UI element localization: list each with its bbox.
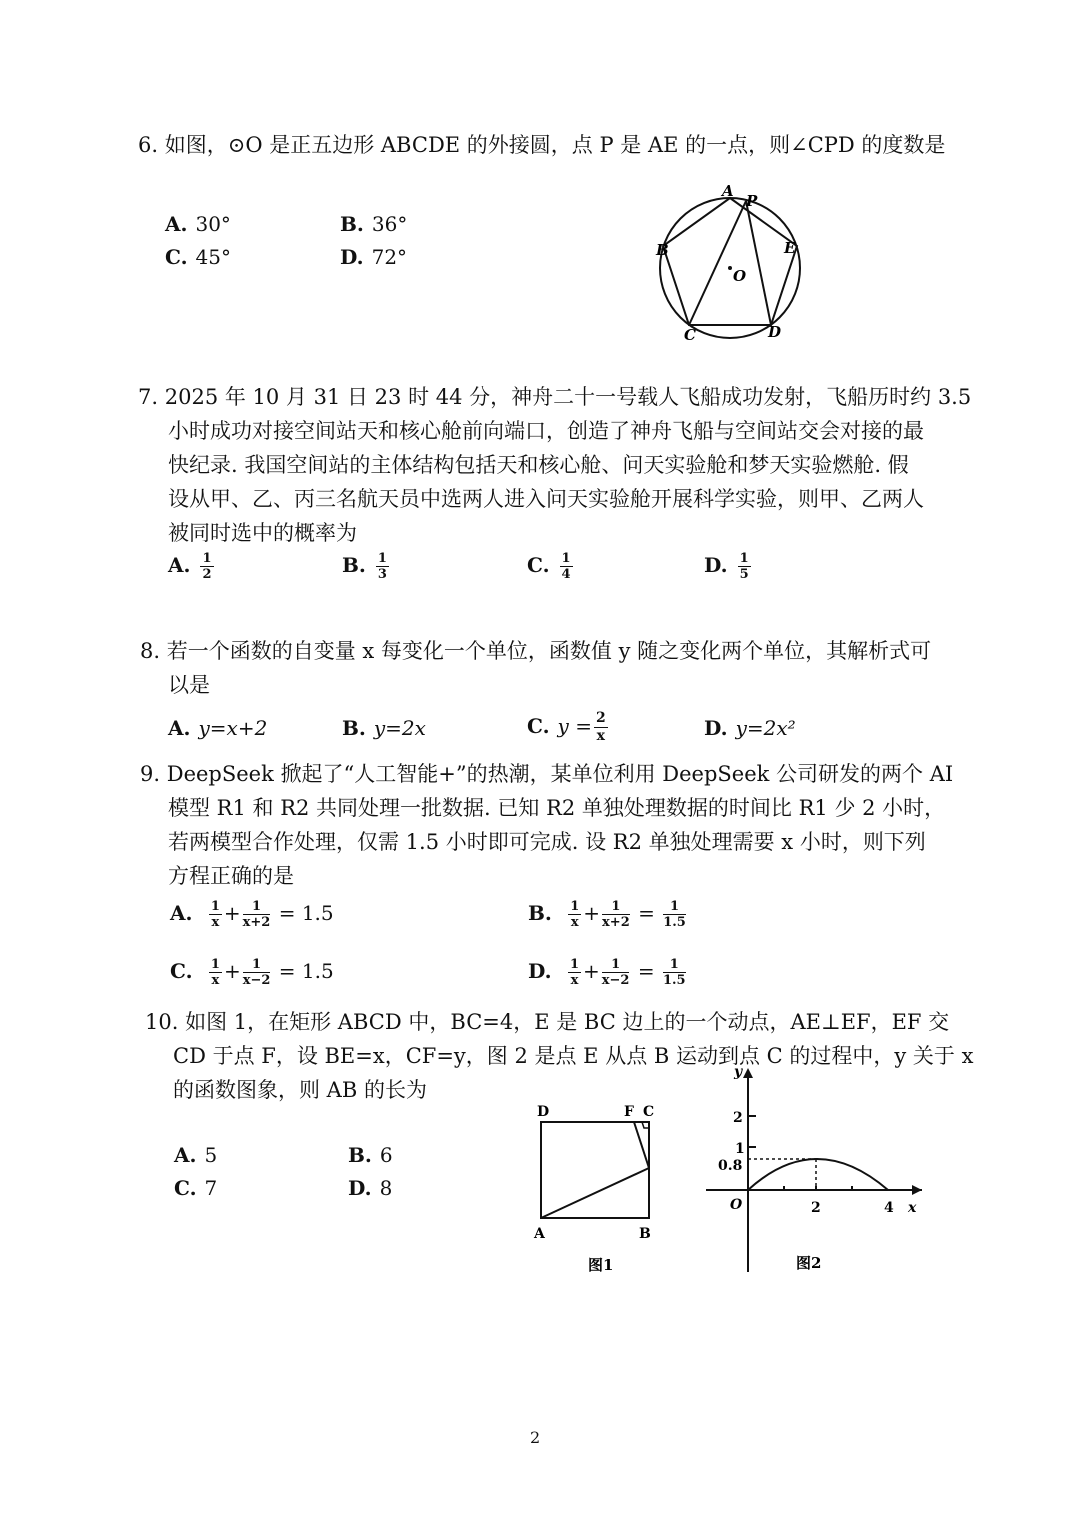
label-o: O bbox=[733, 267, 747, 285]
q10-option-d bbox=[348, 1176, 392, 1200]
q10-line-1: 如图 1，在矩形 ABCD 中，BC=4，E 是 BC 边上的一个动点，AE⊥EF，EF 交 bbox=[185, 1010, 950, 1034]
numerator: 1 bbox=[202, 551, 212, 566]
label-e: E bbox=[784, 239, 796, 257]
rectangle-abcd bbox=[541, 1122, 649, 1218]
q9-option-c bbox=[170, 958, 334, 987]
q9-line-1: DeepSeek 掀起了“人工智能+”的热潮，某单位利用 DeepSeek 公司研发的两个 AI bbox=[166, 762, 954, 786]
numerator: 1 bbox=[570, 899, 580, 914]
denominator: x−2 bbox=[601, 973, 630, 988]
q7-option-d bbox=[704, 552, 753, 581]
denominator: 3 bbox=[377, 567, 387, 582]
question-9-line bbox=[140, 757, 953, 791]
denominator: x bbox=[211, 915, 220, 930]
question-10-line bbox=[145, 1005, 973, 1039]
question-6-number: 6. bbox=[138, 133, 159, 157]
option-value: y = bbox=[557, 714, 592, 738]
fraction bbox=[560, 552, 573, 581]
option-label: C. bbox=[165, 245, 188, 269]
q10-figure-2 bbox=[700, 1062, 930, 1278]
fraction bbox=[602, 900, 630, 929]
q7-option-a bbox=[168, 552, 216, 581]
label-y: y bbox=[734, 1064, 743, 1080]
option-label: C. bbox=[527, 553, 550, 577]
option-label: B. bbox=[342, 553, 366, 577]
q10-figure-1 bbox=[528, 1098, 668, 1278]
label-f: F bbox=[624, 1104, 634, 1120]
fraction bbox=[376, 552, 389, 581]
option-label: C. bbox=[527, 714, 550, 738]
option-value: 8 bbox=[379, 1176, 393, 1200]
q9-option-b bbox=[528, 900, 688, 929]
option-value: 6 bbox=[379, 1143, 393, 1167]
fraction bbox=[243, 900, 271, 929]
q8-line-2: 以是 bbox=[168, 673, 210, 697]
option-label: D. bbox=[704, 553, 728, 577]
label-b: B bbox=[656, 241, 669, 259]
option-value: 72° bbox=[371, 245, 408, 269]
equals-sign: = bbox=[638, 901, 655, 925]
q10-line-2: CD 于点 F，设 BE=x，CF=y，图 2 是点 E 从点 B 运动到点 C 的过程中，y 关于 x bbox=[173, 1044, 974, 1068]
question-8 bbox=[140, 634, 931, 702]
numerator: 1 bbox=[561, 551, 571, 566]
denominator: 1.5 bbox=[662, 973, 686, 988]
label-x-4: 4 bbox=[884, 1200, 894, 1216]
denominator: 4 bbox=[561, 567, 571, 582]
question-10-number: 10. bbox=[145, 1010, 179, 1034]
fraction bbox=[663, 958, 686, 987]
q10-option-a bbox=[174, 1143, 217, 1167]
denominator: x bbox=[570, 973, 579, 988]
equals-sign: = bbox=[637, 959, 655, 983]
label-y-1: 1 bbox=[735, 1141, 745, 1157]
numerator: 1 bbox=[663, 900, 686, 915]
page-number: 2 bbox=[530, 1428, 541, 1447]
y-axis-arrow bbox=[743, 1068, 753, 1078]
label-a: A bbox=[722, 182, 734, 200]
label-p: P bbox=[746, 192, 758, 210]
q6-option-a bbox=[165, 212, 231, 236]
q8-line-1: 若一个函数的自变量 x 每变化一个单位，函数值 y 随之变化两个单位，其解析式可 bbox=[166, 639, 932, 663]
plus-sign: + bbox=[583, 901, 601, 925]
denominator: x−2 bbox=[242, 973, 271, 988]
option-label: C. bbox=[174, 1176, 197, 1200]
x-axis-arrow bbox=[912, 1185, 922, 1195]
label-d: D bbox=[537, 1104, 550, 1120]
q8-option-c bbox=[527, 711, 610, 744]
question-8-line bbox=[140, 634, 931, 668]
q6-pentagon-figure bbox=[650, 180, 810, 345]
denominator: 2 bbox=[202, 567, 212, 582]
label-c: C bbox=[684, 326, 696, 344]
option-value: y=2x bbox=[373, 716, 426, 740]
label-origin: O bbox=[730, 1197, 743, 1213]
label-y-2: 2 bbox=[733, 1110, 743, 1126]
rhs: = 1.5 bbox=[278, 959, 334, 983]
figure-1-caption: 图1 bbox=[588, 1256, 614, 1274]
option-label: B. bbox=[342, 716, 366, 740]
denominator: x bbox=[211, 973, 220, 988]
fraction bbox=[209, 958, 222, 987]
option-value: 36° bbox=[371, 212, 408, 236]
numerator: 1 bbox=[243, 958, 271, 973]
label-c: C bbox=[643, 1104, 655, 1120]
figure-2-caption: 图2 bbox=[796, 1254, 822, 1272]
question-7-number: 7. bbox=[138, 385, 159, 409]
option-value: 30° bbox=[195, 212, 231, 236]
center-o bbox=[728, 266, 732, 270]
q7-line-5: 被同时选中的概率为 bbox=[168, 521, 357, 545]
q7-line-4: 设从甲、乙、丙三名航天员中选两人进入问天实验舱开展科学实验，则甲、乙两人 bbox=[168, 487, 924, 511]
denominator: 1.5 bbox=[663, 915, 686, 930]
q9-option-d bbox=[528, 958, 688, 987]
option-label: A. bbox=[168, 553, 191, 577]
question-7 bbox=[138, 380, 971, 550]
numerator: 1 bbox=[602, 958, 630, 973]
numerator: 1 bbox=[210, 957, 220, 972]
option-label: C. bbox=[170, 959, 193, 983]
numerator: 1 bbox=[377, 551, 387, 566]
option-label: A. bbox=[168, 716, 191, 740]
q7-line-1: 2025 年 10 月 31 日 23 时 44 分，神舟二十一号载人飞船成功发射，飞船历时约 3.5 bbox=[164, 385, 972, 409]
numerator: 1 bbox=[210, 899, 220, 914]
fraction bbox=[594, 711, 608, 744]
q6-option-b bbox=[340, 212, 407, 236]
segment-pc bbox=[689, 201, 746, 325]
q10-line-3: 的函数图象，则 AB 的长为 bbox=[173, 1078, 427, 1102]
fraction bbox=[243, 958, 271, 987]
q10-option-b bbox=[348, 1143, 393, 1167]
question-6 bbox=[138, 128, 945, 162]
q9-line-2: 模型 R1 和 R2 共同处理一批数据. 已知 R2 单独处理数据的时间比 R1 少 2 小时， bbox=[168, 796, 946, 820]
q9-option-a bbox=[170, 900, 334, 929]
denominator: x+2 bbox=[602, 915, 630, 930]
label-b: B bbox=[639, 1226, 651, 1242]
question-9 bbox=[140, 757, 953, 893]
option-value: y=2x² bbox=[735, 716, 796, 740]
option-label: A. bbox=[165, 212, 188, 236]
q7-line-2: 小时成功对接空间站天和核心舱前向端口，创造了神舟飞船与空间站交会对接的最 bbox=[168, 419, 924, 443]
numerator: 1 bbox=[569, 957, 579, 972]
parabola-curve bbox=[748, 1159, 888, 1190]
question-6-text: 如图，⊙O 是正五边形 ABCDE 的外接圆，点 P 是 AE 的一点，则∠CPD 的度数是 bbox=[164, 133, 946, 157]
fraction bbox=[200, 552, 213, 581]
segment-ef bbox=[634, 1122, 649, 1168]
label-d: D bbox=[768, 323, 782, 341]
fraction bbox=[209, 900, 222, 929]
numerator: 1 bbox=[602, 900, 630, 915]
q9-line-3: 若两模型合作处理，仅需 1.5 小时即可完成. 设 R2 单独处理需要 x 小时，则下列 bbox=[168, 830, 926, 854]
numerator: 1 bbox=[663, 958, 686, 973]
q7-line-3: 快纪录. 我国空间站的主体结构包括天和核心舱、问天实验舱和梦天实验燃舱. 假 bbox=[168, 453, 909, 477]
q6-option-d bbox=[340, 245, 407, 269]
fraction bbox=[663, 900, 686, 929]
question-9-number: 9. bbox=[140, 762, 161, 786]
label-y-08: 0.8 bbox=[718, 1158, 743, 1174]
label-x: x bbox=[908, 1200, 917, 1216]
q7-option-b bbox=[342, 552, 391, 581]
option-label: B. bbox=[348, 1143, 372, 1167]
option-value: 5 bbox=[204, 1143, 218, 1167]
option-value: 45° bbox=[195, 245, 231, 269]
fraction bbox=[568, 958, 581, 987]
q6-option-c bbox=[165, 245, 231, 269]
question-8-number: 8. bbox=[140, 639, 161, 663]
q9-line-4: 方程正确的是 bbox=[168, 864, 294, 888]
option-label: D. bbox=[340, 245, 364, 269]
numerator: 2 bbox=[595, 710, 606, 726]
option-label: A. bbox=[170, 901, 193, 925]
option-label: B. bbox=[340, 212, 364, 236]
plus-sign: + bbox=[223, 959, 241, 983]
denominator: x+2 bbox=[242, 915, 271, 930]
q10-option-c bbox=[174, 1176, 217, 1200]
option-value: y=x+2 bbox=[198, 716, 268, 740]
option-value: 7 bbox=[204, 1176, 218, 1200]
fraction bbox=[738, 552, 751, 581]
option-label: D. bbox=[704, 716, 728, 740]
option-label: D. bbox=[528, 959, 552, 983]
denominator: x bbox=[596, 728, 605, 744]
fraction bbox=[568, 900, 581, 929]
plus-sign: + bbox=[583, 959, 600, 983]
option-label: D. bbox=[348, 1176, 372, 1200]
q7-option-c bbox=[527, 552, 575, 581]
q8-option-d bbox=[704, 716, 796, 740]
plus-sign: + bbox=[223, 901, 241, 925]
label-x-2: 2 bbox=[811, 1200, 821, 1216]
rhs: = 1.5 bbox=[278, 901, 334, 925]
numerator: 1 bbox=[739, 551, 749, 566]
fraction bbox=[602, 958, 630, 987]
q8-option-a bbox=[168, 716, 267, 740]
question-7-line bbox=[138, 380, 971, 414]
option-label: A. bbox=[174, 1143, 197, 1167]
denominator: x bbox=[570, 915, 579, 930]
denominator: 5 bbox=[739, 567, 749, 582]
label-a: A bbox=[534, 1226, 545, 1242]
segment-ae bbox=[541, 1168, 649, 1218]
q8-option-b bbox=[342, 716, 426, 740]
option-label: B. bbox=[528, 901, 552, 925]
numerator: 1 bbox=[243, 900, 271, 915]
